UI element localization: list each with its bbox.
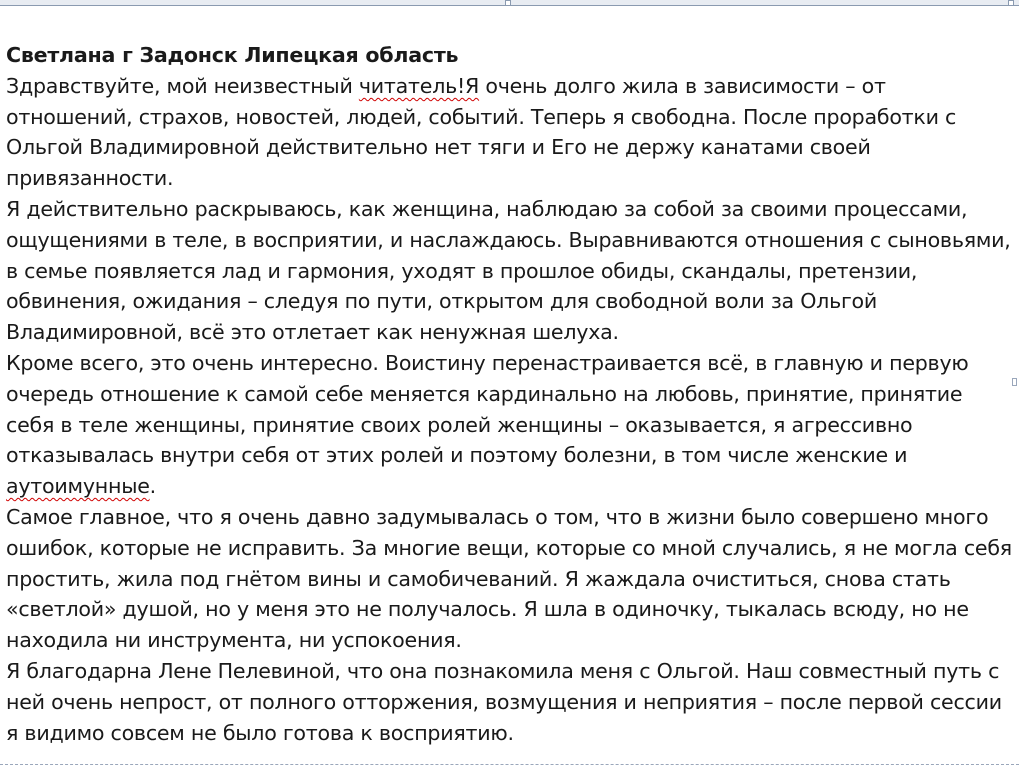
- bottom-page-boundary: [0, 764, 1019, 768]
- paragraph-4: Самое главное, что я очень давно задумывалась о том, что в жизни было совершено много ошибок, которые не исправить. За многие вещи, которые со мной случались, я не могла себя простить, жила под гнётом вины и самобичеваний. Я жаждала очиститься, снова стать «светлой» душой, но у меня это не получалось. Я шла в одиночку, тыкалась всюду, но не находила ни инструмента, ни успокоения.: [6, 504, 1012, 653]
- document-title: Светлана г Задонск Липецкая область: [6, 43, 459, 67]
- ruler-handle-right[interactable]: [1008, 0, 1014, 6]
- paragraph-1-text-b: очень долго жила в зависимости – от отношений, страхов, новостей, людей, событий. Теперь я свободна. После проработки с Ольгой Владимировной действительно нет тяги и Его не держу канатами своей привязанности.: [6, 73, 957, 191]
- paragraph-1: [6, 71, 1012, 194]
- paragraph-3-text-a: Кроме всего, это очень интересно. Воистину перенастраивается всё, в главную и первую очередь отношение к самой себе меняется кардинально на любовь, принятие, принятие себя в теле женщины, принятие своих ролей женщины – оказывается, я агрессивно отказывалась внутри себя от этих ролей и поэтому болезни, в том числе женские и: [6, 350, 969, 468]
- document-body: [6, 40, 1012, 748]
- paragraph-3: [6, 348, 1012, 502]
- misspelled-word: читатель!Я: [358, 73, 480, 98]
- paragraph-2: Я действительно раскрываюсь, как женщина, наблюдаю за собой за своими процессами, ощущениями в теле, в восприятии, и наслаждаюсь. Выравниваются отношения с сыновьями, в семье появляется лад и гармония, уходят в прошлое обиды, скандалы, претензии, обвинения, ожидания – следуя по пути, открытом для свободной воли за Ольгой Владимировной, всё это отлетает как ненужная шелуха.: [6, 196, 1011, 345]
- paragraph-1-text-a: Здравствуйте, мой неизвестный: [6, 73, 359, 98]
- page-edge-marker: [1012, 378, 1017, 386]
- ruler-handle-left[interactable]: [505, 0, 511, 6]
- paragraph-5: Я благодарна Лене Пелевиной, что она познакомила меня с Ольгой. Наш совместный путь с ней очень непрост, от полного отторжения, возмущения и неприятия – после первой сессии я видимо совсем не было готова к восприятию.: [6, 658, 1002, 745]
- paragraph-3-text-b: .: [149, 474, 156, 499]
- misspelled-word: аутоимунные: [6, 474, 150, 499]
